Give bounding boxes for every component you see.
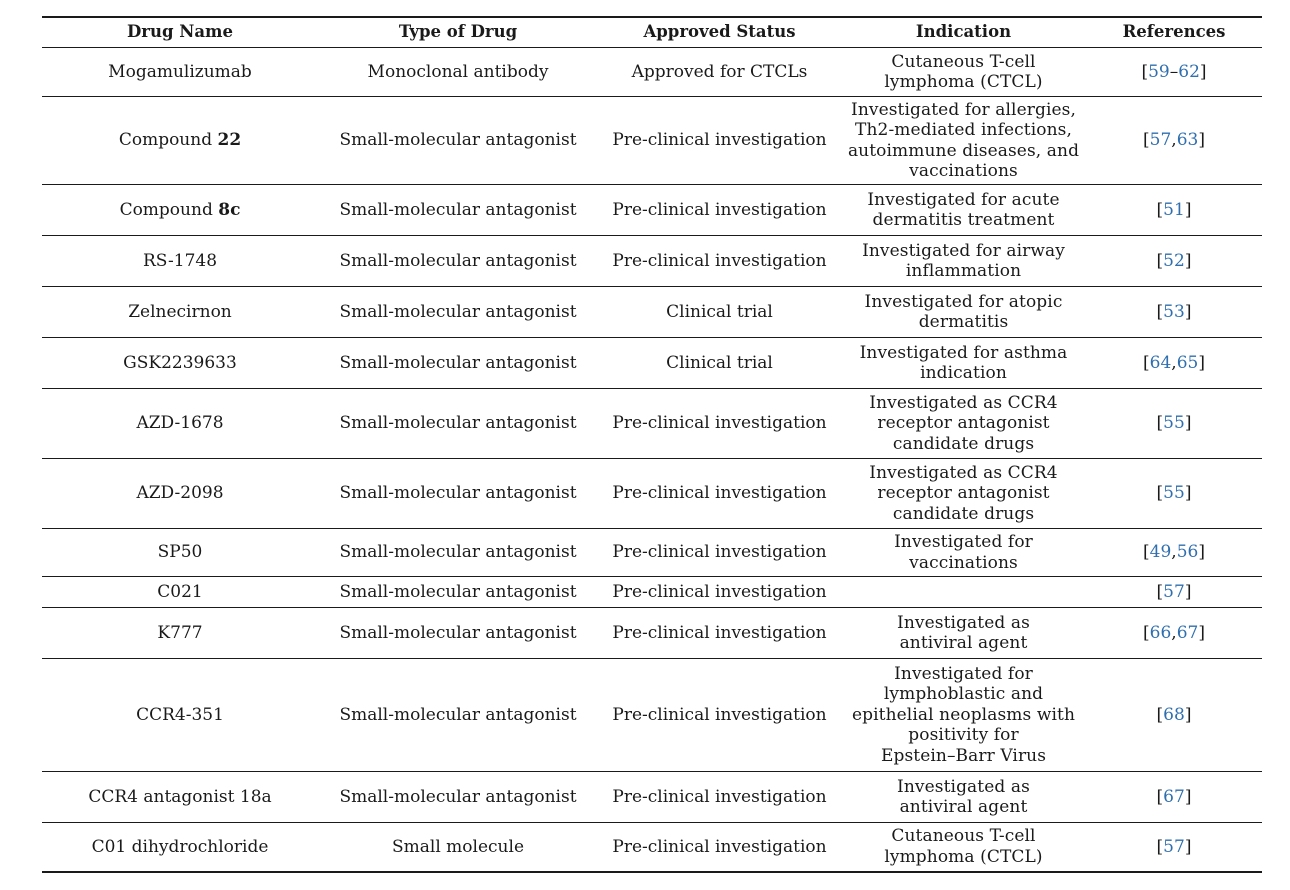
- indication-text: [848, 777, 1080, 818]
- references-cell: [55]: [1086, 459, 1262, 529]
- drug-type-cell: Small-molecular antagonist: [318, 459, 598, 529]
- reference-link[interactable]: 57: [1149, 130, 1172, 151]
- table-row: [42, 338, 1262, 389]
- references-cell: [49,56]: [1086, 529, 1262, 577]
- indication-text: [848, 100, 1080, 182]
- indication-line: autoimmune diseases, and: [847, 140, 1080, 161]
- approved-status-cell: Pre-clinical investigation: [598, 608, 841, 659]
- indication-line: Cutaneous T-cell: [891, 826, 1036, 847]
- drug-type-cell: Small-molecular antagonist: [318, 236, 598, 287]
- indication-line: Investigated for airway: [862, 240, 1065, 261]
- drug-name-text: AZD-1678: [136, 413, 224, 434]
- reference-link[interactable]: 67: [1176, 622, 1199, 643]
- references-cell: [52]: [1086, 236, 1262, 287]
- approved-status-cell: Clinical trial: [598, 287, 841, 338]
- indication-line: Investigated for: [894, 663, 1033, 684]
- drug-name-text: C01 dihydrochloride: [91, 836, 269, 857]
- indication-cell: [841, 389, 1086, 459]
- drug-name-text: CCR4-351: [136, 704, 224, 725]
- indication-line: antiviral agent: [899, 633, 1028, 653]
- indication-cell: [841, 338, 1086, 389]
- indication-text: [848, 664, 1080, 767]
- reference-link[interactable]: 62: [1178, 61, 1200, 82]
- approved-status-cell: Pre-clinical investigation: [598, 389, 841, 459]
- drug-name-text: AZD-2098: [136, 483, 224, 504]
- drug-name-cell: [42, 772, 318, 823]
- indication-cell: [841, 659, 1086, 772]
- indication-line: Investigated for asthma: [859, 342, 1068, 363]
- indication-line: receptor antagonist: [877, 413, 1050, 434]
- references-cell: [59–62]: [1086, 48, 1262, 97]
- references-cell: [66,67]: [1086, 608, 1262, 659]
- drug-type-cell: Small-molecular antagonist: [318, 338, 598, 389]
- reference-link[interactable]: 49: [1149, 542, 1172, 563]
- table-row: [42, 577, 1262, 608]
- drug-name-text: Compound: [118, 130, 218, 151]
- references-cell: [67]: [1086, 772, 1262, 823]
- indication-line: Investigated as CCR4: [869, 392, 1058, 413]
- table-header-row: [42, 17, 1262, 48]
- reference-link[interactable]: 57: [1163, 581, 1185, 602]
- indication-line: receptor antagonist: [877, 483, 1050, 504]
- indication-line: indication: [920, 363, 1007, 383]
- references-cell: [57,63]: [1086, 97, 1262, 185]
- indication-line: lymphoma (CTCL): [884, 846, 1043, 867]
- table-row: [42, 236, 1262, 287]
- drug-name-cell: [42, 459, 318, 529]
- indication-line: Investigated as: [897, 612, 1030, 633]
- references-cell: [51]: [1086, 185, 1262, 236]
- indication-line: Cutaneous T-cell: [891, 51, 1036, 72]
- indication-line: Th2-mediated infections,: [855, 120, 1072, 140]
- approved-status-cell: Pre-clinical investigation: [598, 459, 841, 529]
- drug-name-text: RS-1748: [142, 250, 218, 271]
- approved-status-cell: Approved for CTCLs: [598, 48, 841, 97]
- approved-status-cell: Pre-clinical investigation: [598, 823, 841, 872]
- approved-status-cell: Pre-clinical investigation: [598, 577, 841, 608]
- drug-name-cell: [42, 185, 318, 236]
- compound-number: 22: [217, 130, 242, 151]
- indication-line: lymphoblastic and: [883, 684, 1044, 705]
- indication-line: Investigated as CCR4: [869, 462, 1058, 483]
- indication-text: [848, 532, 1080, 573]
- indication-line: Investigated for atopic: [864, 291, 1063, 312]
- reference-link[interactable]: 52: [1163, 250, 1185, 271]
- drug-name-cell: [42, 48, 318, 97]
- indication-text: [848, 52, 1080, 93]
- reference-link[interactable]: 55: [1163, 483, 1185, 504]
- indication-line: epithelial neoplasms with: [851, 704, 1075, 725]
- indication-text: [848, 826, 1080, 867]
- indication-text: [848, 343, 1080, 384]
- reference-separator: –: [1169, 61, 1179, 82]
- approved-status-cell: Pre-clinical investigation: [598, 185, 841, 236]
- approved-status-cell: Pre-clinical investigation: [598, 529, 841, 577]
- drug-type-cell: Small-molecular antagonist: [318, 772, 598, 823]
- reference-link[interactable]: 53: [1163, 301, 1185, 322]
- indication-cell: [841, 97, 1086, 185]
- reference-link[interactable]: 67: [1163, 786, 1185, 807]
- drug-name-cell: [42, 529, 318, 577]
- indication-cell: [841, 772, 1086, 823]
- reference-link[interactable]: 63: [1176, 130, 1199, 151]
- table-row: [42, 287, 1262, 338]
- references-cell: [68]: [1086, 659, 1262, 772]
- drug-name-cell: [42, 577, 318, 608]
- drug-type-cell: Small-molecular antagonist: [318, 389, 598, 459]
- drug-name-text: Zelnecirnon: [128, 301, 232, 322]
- indication-line: candidate drugs: [892, 503, 1035, 524]
- header-type-of-drug: Type of Drug: [318, 17, 598, 48]
- drug-type-cell: Small-molecular antagonist: [318, 577, 598, 608]
- reference-link[interactable]: 66: [1149, 622, 1172, 643]
- drug-name-text: GSK2239633: [123, 352, 237, 373]
- indication-line: positivity for: [908, 725, 1019, 746]
- indication-text: [848, 463, 1080, 525]
- reference-link[interactable]: 64: [1149, 352, 1172, 373]
- table-row: [42, 459, 1262, 529]
- indication-text: [848, 613, 1080, 654]
- drug-type-cell: Small-molecular antagonist: [318, 608, 598, 659]
- indication-line: vaccinations: [909, 552, 1018, 573]
- indication-line: dermatitis treatment: [872, 210, 1055, 230]
- indication-cell: [841, 185, 1086, 236]
- reference-link[interactable]: 56: [1176, 542, 1199, 563]
- drug-name-cell: [42, 608, 318, 659]
- indication-cell: [841, 287, 1086, 338]
- indication-text: [848, 292, 1080, 333]
- drug-type-cell: Small molecule: [318, 823, 598, 872]
- table-row: [42, 823, 1262, 872]
- table-row: [42, 772, 1262, 823]
- table-row: [42, 608, 1262, 659]
- indication-cell: [841, 459, 1086, 529]
- drug-name-text: CCR4 antagonist 18a: [88, 786, 272, 807]
- drug-name-text: K777: [157, 622, 203, 643]
- compound-number: 8c: [218, 199, 241, 220]
- drug-table-container: [42, 16, 1262, 873]
- header-indication: Indication: [841, 17, 1086, 48]
- reference-link[interactable]: 51: [1163, 199, 1185, 220]
- indication-line: Investigated for: [894, 532, 1033, 552]
- table-row: [42, 97, 1262, 185]
- drug-name-cell: [42, 97, 318, 185]
- table-row: [42, 185, 1262, 236]
- indication-cell: [841, 608, 1086, 659]
- drug-type-cell: Small-molecular antagonist: [318, 287, 598, 338]
- drug-name-text: C021: [157, 581, 203, 602]
- indication-line: Investigated for acute: [867, 189, 1060, 210]
- indication-line: Epstein–Barr Virus: [880, 745, 1047, 766]
- indication-cell: [841, 236, 1086, 287]
- header-drug-name: Drug Name: [42, 17, 318, 48]
- approved-status-cell: Pre-clinical investigation: [598, 659, 841, 772]
- reference-link[interactable]: 59: [1148, 61, 1170, 82]
- table-row: [42, 389, 1262, 459]
- approved-status-cell: Pre-clinical investigation: [598, 772, 841, 823]
- reference-link[interactable]: 65: [1176, 352, 1199, 373]
- references-cell: [55]: [1086, 389, 1262, 459]
- references-cell: [57]: [1086, 577, 1262, 608]
- references-cell: [64,65]: [1086, 338, 1262, 389]
- indication-line: lymphoma (CTCL): [884, 72, 1043, 92]
- drug-name-cell: [42, 338, 318, 389]
- indication-cell: [841, 529, 1086, 577]
- drug-name-cell: [42, 823, 318, 872]
- drug-type-cell: Small-molecular antagonist: [318, 185, 598, 236]
- references-cell: [53]: [1086, 287, 1262, 338]
- table-row: [42, 529, 1262, 577]
- indication-cell: [841, 577, 1086, 608]
- drug-name-text: Compound: [119, 199, 219, 220]
- reference-separator: ,: [1171, 542, 1177, 563]
- reference-separator: ,: [1171, 130, 1177, 151]
- indication-line: Investigated for allergies,: [851, 99, 1076, 120]
- header-references: References: [1086, 17, 1262, 48]
- drug-name-cell: [42, 287, 318, 338]
- table-body: [42, 48, 1262, 872]
- indication-text: [848, 190, 1080, 231]
- reference-link[interactable]: 68: [1163, 704, 1185, 725]
- header-approved-status: Approved Status: [598, 17, 841, 48]
- approved-status-cell: Clinical trial: [598, 338, 841, 389]
- approved-status-cell: Pre-clinical investigation: [598, 236, 841, 287]
- indication-line: Investigated as: [897, 776, 1030, 797]
- drug-type-cell: Small-molecular antagonist: [318, 659, 598, 772]
- drug-type-cell: Monoclonal antibody: [318, 48, 598, 97]
- indication-text: [848, 393, 1080, 455]
- indication-line: inflammation: [905, 261, 1022, 281]
- indication-text: [848, 241, 1080, 282]
- drug-name-cell: [42, 389, 318, 459]
- drug-name-cell: [42, 236, 318, 287]
- table-row: [42, 659, 1262, 772]
- drug-type-cell: Small-molecular antagonist: [318, 97, 598, 185]
- table-row: [42, 48, 1262, 97]
- indication-cell: [841, 48, 1086, 97]
- reference-link[interactable]: 57: [1163, 836, 1185, 857]
- reference-link[interactable]: 55: [1163, 413, 1185, 434]
- reference-separator: ,: [1171, 622, 1177, 643]
- drug-table: [42, 16, 1262, 873]
- indication-line: candidate drugs: [892, 433, 1035, 454]
- indication-line: dermatitis: [918, 312, 1009, 332]
- references-cell: [57]: [1086, 823, 1262, 872]
- approved-status-cell: Pre-clinical investigation: [598, 97, 841, 185]
- drug-name-text: SP50: [157, 542, 203, 563]
- reference-separator: ,: [1171, 352, 1177, 373]
- indication-cell: [841, 823, 1086, 872]
- indication-line: vaccinations: [909, 161, 1018, 181]
- drug-name-cell: [42, 659, 318, 772]
- drug-type-cell: Small-molecular antagonist: [318, 529, 598, 577]
- drug-name-text: Mogamulizumab: [108, 61, 252, 82]
- indication-line: antiviral agent: [899, 797, 1028, 817]
